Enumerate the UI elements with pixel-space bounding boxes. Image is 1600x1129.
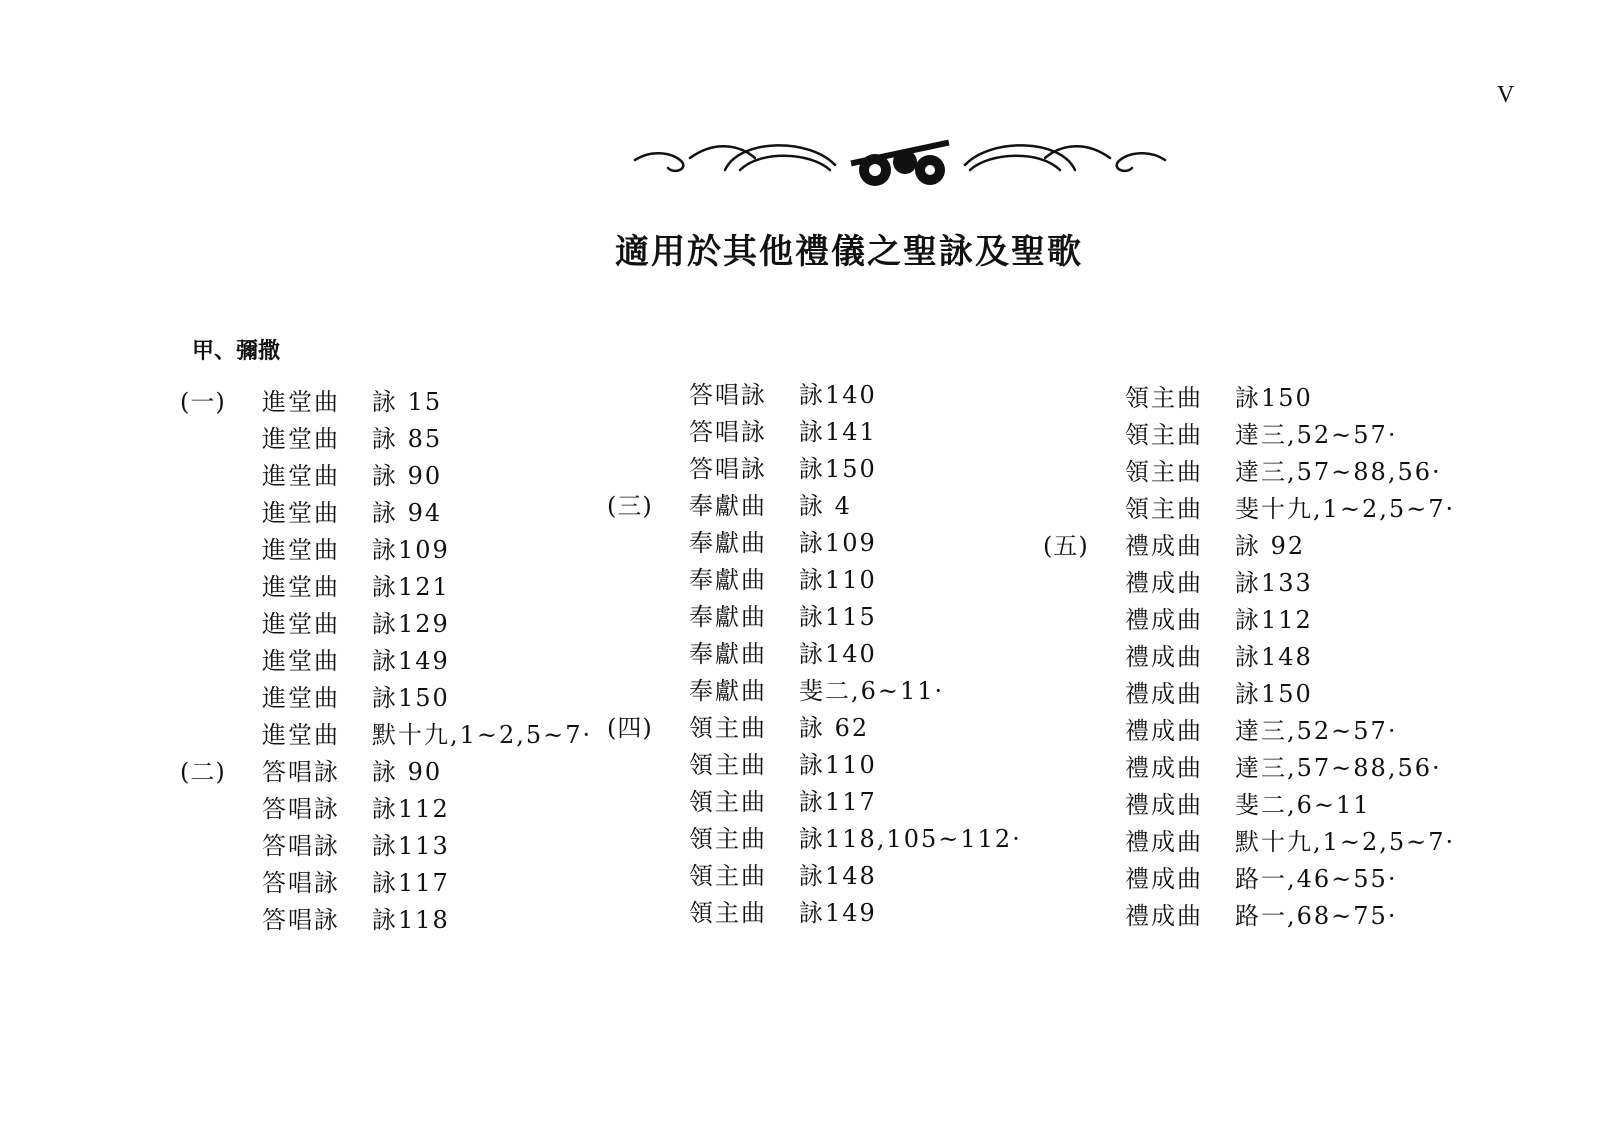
scripture-reference: 默十九,1~2,5~7· <box>1235 828 1456 856</box>
list-item <box>180 418 592 455</box>
part-name: 禮成曲 <box>1125 791 1203 819</box>
part-name: 領主曲 <box>1125 495 1203 523</box>
scripture-reference: 詠149 <box>799 899 877 927</box>
part-name: 奉獻曲 <box>689 677 767 705</box>
list-item <box>607 374 1022 411</box>
part-name: 領主曲 <box>1125 384 1203 412</box>
part-name: 奉獻曲 <box>689 566 767 594</box>
part-name: 禮成曲 <box>1125 717 1203 745</box>
part-name: 領主曲 <box>689 751 767 779</box>
scripture-reference: 詠 92 <box>1235 532 1306 560</box>
list-item <box>607 670 1022 707</box>
part-name: 禮成曲 <box>1125 754 1203 782</box>
page-title: 適用於其他禮儀之聖詠及聖歌 <box>615 232 1083 272</box>
list-item <box>180 492 592 529</box>
list-item <box>1043 377 1455 414</box>
index-column-1 <box>180 381 592 936</box>
part-name: 進堂曲 <box>262 610 340 638</box>
part-name: 進堂曲 <box>262 684 340 712</box>
list-item <box>180 751 592 788</box>
scripture-reference: 詠117 <box>372 869 450 897</box>
part-name: 領主曲 <box>1125 458 1203 486</box>
part-name: 領主曲 <box>689 899 767 927</box>
part-name: 奉獻曲 <box>689 640 767 668</box>
list-item <box>607 855 1022 892</box>
list-item <box>1043 488 1455 525</box>
part-name: 禮成曲 <box>1125 606 1203 634</box>
part-name: 領主曲 <box>1125 421 1203 449</box>
part-name: 進堂曲 <box>262 425 340 453</box>
scripture-reference: 路一,68~75· <box>1235 902 1398 930</box>
scripture-reference: 達三,57~88,56· <box>1235 754 1442 782</box>
scripture-reference: 路一,46~55· <box>1235 865 1398 893</box>
scripture-reference: 詠110 <box>799 566 877 594</box>
part-name: 領主曲 <box>689 714 767 742</box>
list-item <box>180 566 592 603</box>
scripture-reference: 詠117 <box>799 788 877 816</box>
list-item <box>607 411 1022 448</box>
part-name: 進堂曲 <box>262 388 340 416</box>
scripture-reference: 詠140 <box>799 640 877 668</box>
list-item <box>180 529 592 566</box>
list-item <box>1043 710 1455 747</box>
part-name: 進堂曲 <box>262 499 340 527</box>
scripture-reference: 達三,57~88,56· <box>1235 458 1442 486</box>
group-label: (三) <box>607 492 653 520</box>
list-item <box>180 825 592 862</box>
group-label: (一) <box>180 388 226 416</box>
list-item <box>180 899 592 936</box>
list-item <box>1043 599 1455 636</box>
scripture-reference: 默十九,1~2,5~7· <box>372 721 593 749</box>
group-label: (二) <box>180 758 226 786</box>
list-item <box>180 714 592 751</box>
scripture-reference: 詠 15 <box>372 388 443 416</box>
part-name: 奉獻曲 <box>689 529 767 557</box>
part-name: 禮成曲 <box>1125 680 1203 708</box>
scripture-reference: 斐二,6~11 <box>1235 791 1371 819</box>
group-label: (五) <box>1043 532 1089 560</box>
index-column-2 <box>607 374 1022 929</box>
page-number: V <box>1497 82 1515 108</box>
scripture-reference: 詠109 <box>372 536 450 564</box>
part-name: 答唱詠 <box>262 795 340 823</box>
scripture-reference: 詠129 <box>372 610 450 638</box>
scripture-reference: 詠 90 <box>372 462 443 490</box>
scripture-reference: 詠140 <box>799 381 877 409</box>
part-name: 進堂曲 <box>262 462 340 490</box>
list-item <box>607 522 1022 559</box>
part-name: 領主曲 <box>689 825 767 853</box>
ornament-icon <box>630 130 1170 200</box>
list-item <box>607 707 1022 744</box>
scripture-reference: 詠150 <box>799 455 877 483</box>
scripture-reference: 詠113 <box>372 832 450 860</box>
scripture-reference: 詠118,105~112· <box>799 825 1022 853</box>
group-label: (四) <box>607 714 653 742</box>
scripture-reference: 詠112 <box>372 795 450 823</box>
part-name: 領主曲 <box>689 788 767 816</box>
list-item <box>180 677 592 714</box>
part-name: 答唱詠 <box>262 869 340 897</box>
list-item <box>180 455 592 492</box>
part-name: 答唱詠 <box>689 418 767 446</box>
scripture-reference: 詠110 <box>799 751 877 779</box>
part-name: 禮成曲 <box>1125 643 1203 671</box>
list-item <box>607 596 1022 633</box>
scripture-reference: 詠112 <box>1235 606 1313 634</box>
list-item <box>607 744 1022 781</box>
list-item <box>1043 414 1455 451</box>
scripture-reference: 詠 85 <box>372 425 443 453</box>
scripture-reference: 斐十九,1~2,5~7· <box>1235 495 1456 523</box>
list-item <box>607 781 1022 818</box>
part-name: 進堂曲 <box>262 536 340 564</box>
scripture-reference: 詠 90 <box>372 758 443 786</box>
list-item <box>180 381 592 418</box>
scripture-reference: 詠150 <box>372 684 450 712</box>
list-item <box>1043 784 1455 821</box>
part-name: 禮成曲 <box>1125 569 1203 597</box>
list-item <box>1043 525 1455 562</box>
part-name: 領主曲 <box>689 862 767 890</box>
scripture-reference: 詠 4 <box>799 492 852 520</box>
part-name: 禮成曲 <box>1125 828 1203 856</box>
part-name: 進堂曲 <box>262 573 340 601</box>
list-item <box>1043 636 1455 673</box>
part-name: 答唱詠 <box>262 758 340 786</box>
list-item <box>1043 858 1455 895</box>
part-name: 禮成曲 <box>1125 865 1203 893</box>
scripture-reference: 詠109 <box>799 529 877 557</box>
scripture-reference: 詠149 <box>372 647 450 675</box>
list-item <box>607 633 1022 670</box>
part-name: 答唱詠 <box>689 455 767 483</box>
list-item <box>180 603 592 640</box>
part-name: 答唱詠 <box>262 906 340 934</box>
index-column-3 <box>1043 377 1455 932</box>
part-name: 答唱詠 <box>262 832 340 860</box>
scripture-reference: 詠150 <box>1235 680 1313 708</box>
list-item <box>180 788 592 825</box>
list-item <box>607 818 1022 855</box>
list-item <box>607 559 1022 596</box>
part-name: 答唱詠 <box>689 381 767 409</box>
scripture-reference: 詠141 <box>799 418 877 446</box>
list-item <box>607 485 1022 522</box>
list-item <box>1043 747 1455 784</box>
scripture-reference: 詠121 <box>372 573 450 601</box>
part-name: 進堂曲 <box>262 721 340 749</box>
list-item <box>180 640 592 677</box>
part-name: 禮成曲 <box>1125 902 1203 930</box>
section-heading: 甲、彌撒 <box>192 339 281 364</box>
list-item <box>607 448 1022 485</box>
scripture-reference: 詠133 <box>1235 569 1313 597</box>
part-name: 奉獻曲 <box>689 603 767 631</box>
part-name: 禮成曲 <box>1125 532 1203 560</box>
part-name: 進堂曲 <box>262 647 340 675</box>
scripture-reference: 達三,52~57· <box>1235 717 1398 745</box>
scripture-reference: 詠 62 <box>799 714 870 742</box>
part-name: 奉獻曲 <box>689 492 767 520</box>
scripture-reference: 詠118 <box>372 906 450 934</box>
scripture-reference: 詠150 <box>1235 384 1313 412</box>
scripture-reference: 詠148 <box>799 862 877 890</box>
list-item <box>1043 821 1455 858</box>
list-item <box>1043 562 1455 599</box>
scripture-reference: 詠115 <box>799 603 877 631</box>
scripture-reference: 斐二,6~11· <box>799 677 945 705</box>
list-item <box>1043 451 1455 488</box>
scripture-reference: 達三,52~57· <box>1235 421 1398 449</box>
list-item <box>1043 895 1455 932</box>
list-item <box>1043 673 1455 710</box>
list-item <box>607 892 1022 929</box>
scripture-reference: 詠 94 <box>372 499 443 527</box>
list-item <box>180 862 592 899</box>
scripture-reference: 詠148 <box>1235 643 1313 671</box>
